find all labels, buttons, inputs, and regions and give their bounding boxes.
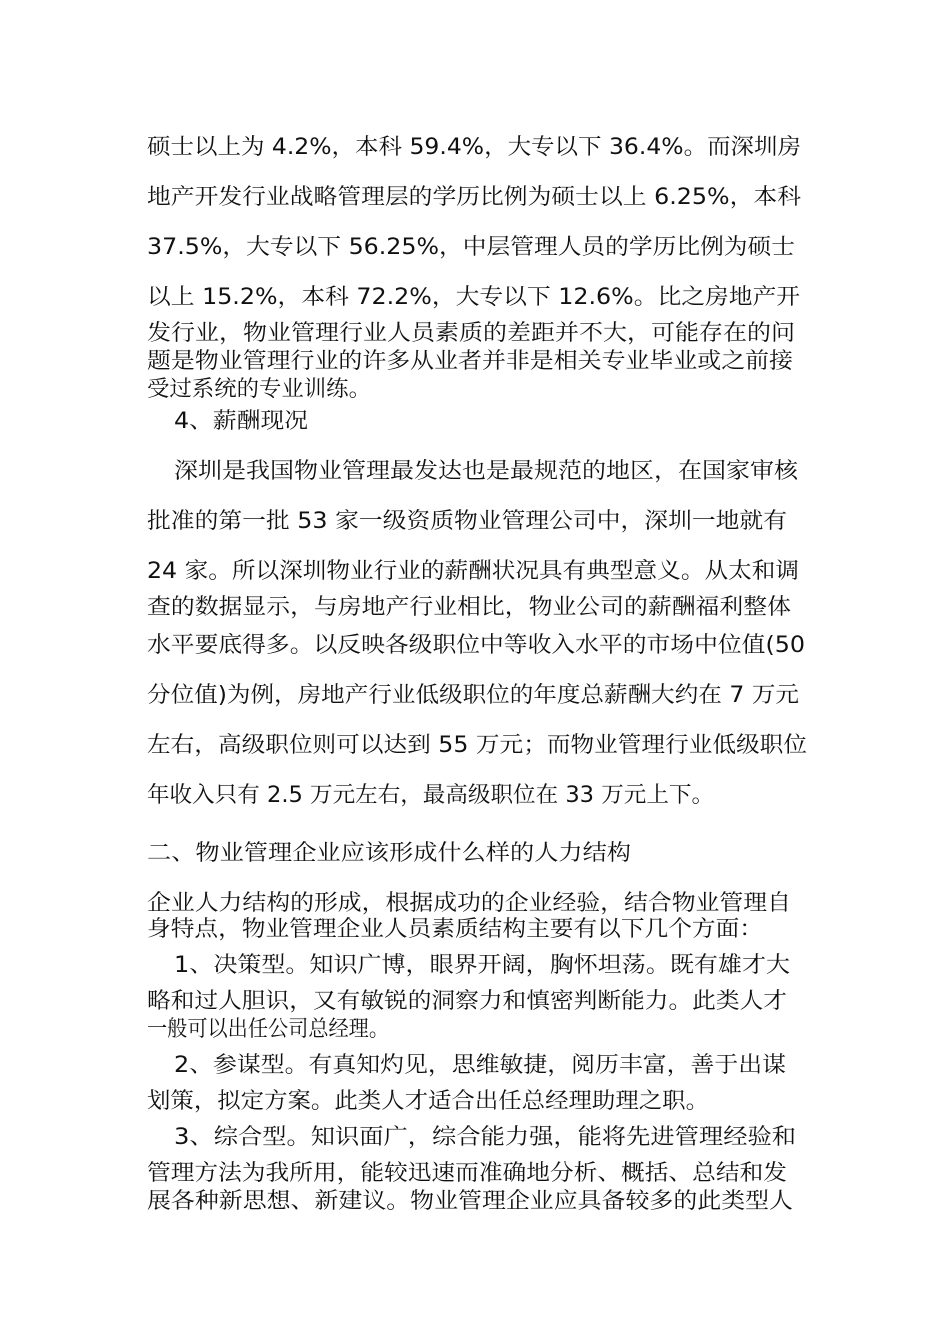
text-line: 展各种新思想、新建议。物业管理企业应具备较多的此类型人 bbox=[147, 1189, 793, 1214]
text-line: 身特点，物业管理企业人员素质结构主要有以下几个方面： bbox=[147, 917, 764, 942]
text-line: 年收入只有 2.5 万元左右，最高级职位在 33 万元上下。 bbox=[147, 783, 715, 808]
text-line: 查的数据显示，与房地产行业相比，物业公司的薪酬福利整体 bbox=[147, 595, 791, 620]
text-line: 发行业，物业管理行业人员素质的差距并不大，可能存在的问 bbox=[147, 321, 796, 346]
text-line: 以上 15.2%，本科 72.2%，大专以下 12.6%。比之房地产开 bbox=[147, 285, 801, 310]
text-line: 1、决策型。知识广博，眼界开阔，胸怀坦荡。既有雄才大 bbox=[174, 953, 791, 978]
text-line: 一般可以出任公司总经理。 bbox=[147, 1017, 389, 1042]
section-heading: 4、薪酬现况 bbox=[174, 409, 308, 434]
text-line: 2、参谋型。有真知灼见，思维敏捷，阅历丰富，善于出谋 bbox=[174, 1053, 786, 1078]
text-line: 略和过人胆识，又有敏锐的洞察力和慎密判断能力。此类人才 bbox=[147, 989, 787, 1014]
text-line: 企业人力结构的形成，根据成功的企业经验，结合物业管理自 bbox=[147, 891, 791, 916]
text-line: 硕士以上为 4.2%，本科 59.4%，大专以下 36.4%。而深圳房 bbox=[147, 135, 802, 160]
text-line: 24 家。所以深圳物业行业的薪酬状况具有典型意义。从太和调 bbox=[147, 559, 799, 584]
text-line: 水平要底得多。以反映各级职位中等收入水平的市场中位值(50 bbox=[147, 633, 806, 658]
text-line: 地产开发行业战略管理层的学历比例为硕士以上 6.25%，本科 bbox=[147, 185, 802, 210]
text-line: 批准的第一批 53 家一级资质物业管理公司中，深圳一地就有 bbox=[147, 509, 787, 534]
text-line: 3、综合型。知识面广，综合能力强，能将先进管理经验和 bbox=[174, 1125, 796, 1150]
text-line: 分位值)为例，房地产行业低级职位的年度总薪酬大约在 7 万元 bbox=[147, 683, 799, 708]
text-line: 深圳是我国物业管理最发达也是最规范的地区，在国家审核 bbox=[174, 459, 799, 484]
text-line: 管理方法为我所用，能较迅速而准确地分析、概括、总结和发 bbox=[147, 1161, 787, 1186]
text-line: 受过系统的专业训练。 bbox=[147, 377, 371, 402]
text-line: 左右，高级职位则可以达到 55 万元；而物业管理行业低级职位 bbox=[147, 733, 807, 758]
text-line: 划策，拟定方案。此类人才适合出任总经理助理之职。 bbox=[147, 1089, 710, 1114]
text-line: 题是物业管理行业的许多从业者并非是相关专业毕业或之前接 bbox=[147, 349, 793, 374]
text-line: 37.5%，大专以下 56.25%，中层管理人员的学历比例为硕士 bbox=[147, 235, 796, 260]
section-heading: 二、物业管理企业应该形成什么样的人力结构 bbox=[147, 841, 632, 866]
